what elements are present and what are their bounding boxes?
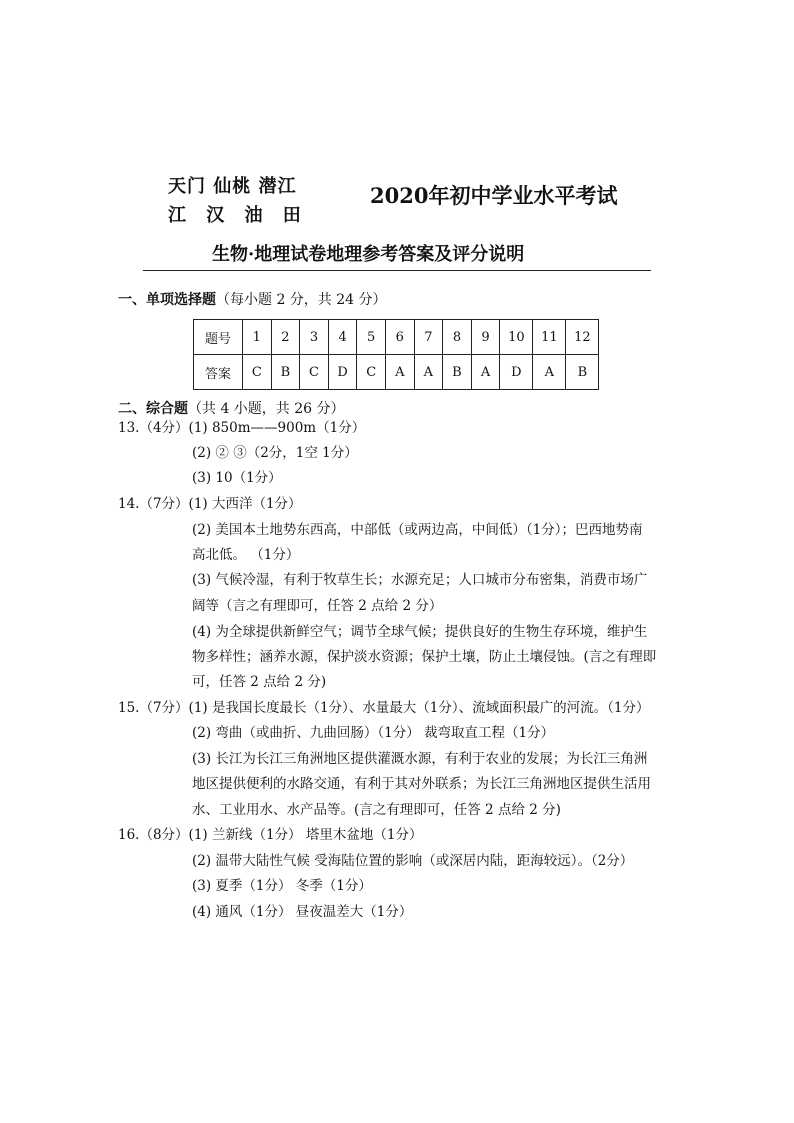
question-number: 7 [414,320,443,355]
section1-note: （每小题 2 分，共 24 分） [216,292,387,308]
answer-line: (3) 10（1分） [192,470,282,486]
answer-line: 阔等（言之有理即可，任答 2 点给 2 分） [192,598,443,614]
answer-cell: D [500,355,533,390]
question-number: 1 [243,320,272,355]
question-number: 3 [300,320,329,355]
answer-cell: C [357,355,386,390]
section2-note: （共 4 小题，共 26 分） [188,401,345,417]
answer-line: 水、工业用水、水产品等。(言之有理即可，任答 2 点给 2 分) [192,802,561,818]
question-number: 8 [443,320,472,355]
question-number-row [194,320,599,355]
question-number: 12 [566,320,599,355]
answer-cell: D [328,355,357,390]
cities-row-1: 天门 仙桃 潜江 [168,176,297,197]
answer-line: 物多样性；涵养水源，保护淡水资源；保护土壤，防止土壤侵蚀。(言之有理即 [192,649,657,665]
question-number: 11 [533,320,566,355]
question-row-label: 题号 [194,320,243,355]
answer-line: (2) 弯曲（或曲折、九曲回肠）（1分） 裁弯取直工程（1分） [192,725,555,741]
section2-title: 二、综合题 [118,401,188,417]
answer-line: 14.（7分）(1) 大西洋（1分） [118,496,302,512]
section1-title: 一、单项选择题 [118,292,216,308]
question-number: 2 [271,320,300,355]
answer-row-label: 答案 [194,355,243,390]
cities-row-2: 江 汉 油 田 [168,205,302,226]
answer-row [194,355,599,390]
answer-line: (3) 夏季（1分） 冬季（1分） [192,878,372,894]
answer-cell: A [471,355,500,390]
answer-cell: B [566,355,599,390]
answer-line: (2) 温带大陆性气候 受海陆位置的影响（或深居内陆，距海较远）。（2分） [192,853,634,869]
answer-cell: A [533,355,566,390]
question-number: 6 [385,320,414,355]
answer-cell: B [271,355,300,390]
answer-line: 可，任答 2 点给 2 分) [192,674,327,690]
answer-line: (2) 美国本土地势东西高，中部低（或两边高，中间低）（1分）；巴西地势南 [192,522,643,538]
answer-line: 地区提供便利的水路交通，有利于其对外联系；为长江三角洲地区提供生活用 [192,776,651,792]
section2-heading [118,398,345,418]
answer-line: (4) 通风（1分） 昼夜温差大（1分） [192,904,413,920]
answer-line: 高北低。 （1分） [192,547,300,563]
answer-line: 13.（4分）(1) 850m——900m（1分） [118,420,366,436]
section1-heading [118,289,387,309]
answer-line: (3) 长江为长江三角洲地区提供灌溉水源，有利于农业的发展；为长江三角洲 [192,751,648,767]
exam-title: 2020年初中学业水平考试 [370,183,618,208]
document-subtitle: 生物·地理试卷地理参考答案及评分说明 [212,244,525,265]
answer-table [193,319,599,390]
answer-cell: C [300,355,329,390]
title-divider [143,270,651,271]
answer-cell: A [385,355,414,390]
answer-cell: B [443,355,472,390]
answer-line: (4) 为全球提供新鲜空气；调节全球气候；提供良好的生物生存环境，维护生 [192,624,648,640]
answer-line: 16.（8分）(1) 兰新线（1分） 塔里木盆地（1分） [118,827,423,843]
answer-line: (3) 气候冷湿，有利于牧草生长；水源充足；人口城市分布密集，消费市场广 [192,572,648,588]
answer-cell: A [414,355,443,390]
answer-cell: C [243,355,272,390]
question-number: 4 [328,320,357,355]
question-number: 9 [471,320,500,355]
question-number: 5 [357,320,386,355]
answer-line: (2) ② ③（2分，1空 1分） [192,445,358,461]
answer-line: 15.（7分）(1) 是我国长度最长（1分）、水量最大（1分）、流域面积最广的河流。（1分） [118,700,650,716]
question-number: 10 [500,320,533,355]
